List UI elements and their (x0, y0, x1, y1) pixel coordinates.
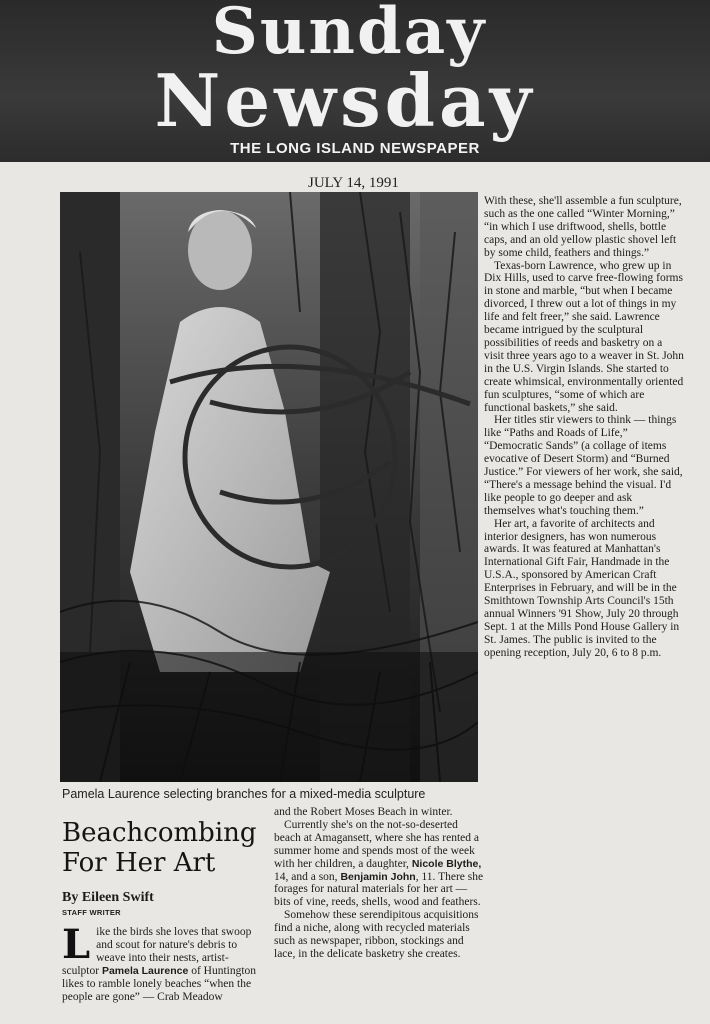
article-column-middle (274, 806, 486, 961)
masthead-title-sunday: Sunday (211, 0, 487, 69)
paragraph-text: 14, and a son, (274, 870, 341, 883)
article-column-right (484, 195, 684, 660)
byline: By Eileen Swift (62, 890, 154, 905)
paragraph-text: , 11. There she forages for natural materials for her art — bits of vine, reeds, shells, wood and feathers. (274, 870, 484, 909)
paragraph (274, 819, 486, 909)
paragraph: and the Robert Moses Beach in winter. (274, 806, 453, 818)
masthead (0, 0, 710, 162)
person-name: Pamela Laurence (101, 964, 189, 977)
publication-date: JULY 14, 1991 (308, 175, 399, 191)
masthead-title-newsday: Newsday (154, 58, 536, 143)
drop-cap: L (62, 921, 91, 968)
photo-caption: Pamela Laurence selecting branches for a mixed-media sculpture (62, 787, 426, 801)
article-headline: Beachcombing For Her Art (62, 818, 257, 878)
paragraph: Her titles stir viewers to think — things like “Paths and Roads of Life,” “Democratic Sands” (a collage of items evocative of Desert Storm) and “Burned Justice.” For viewers of her work, she said, “There's a message behind the visual. I'd like people to go deeper and ask themselves what's touching them.” (484, 414, 683, 517)
paragraph: Somehow these serendipitous acquisitions find a niche, along with recycled materials such as newspaper, ribbon, stockings and lace, in the delicate basketry she creates. (274, 909, 479, 960)
photo-illustration (60, 192, 478, 782)
paragraph: Her art, a favorite of architects and interior designers, has won numerous awards. It was featured at Manhattan's International Gift Fair, Handmade in the U.S.A., sponsored by American Craft Enterprises in February, and will be in the Smithtown Township Arts Council's 15th annual Winners '91 Show, July 20 through Sept. 1 at the Mills Pond House Gallery in St. James. The public is invited to the opening reception, July 20, 6 to 8 p.m. (484, 517, 680, 659)
staff-writer-label: STAFF WRITER (62, 908, 121, 917)
paragraph-text: of Huntington likes to ramble lonely beaches “when the people are gone” — Crab Meadow (62, 964, 257, 1003)
article-photo (60, 192, 478, 782)
article-column-left (62, 921, 262, 1003)
person-name: Nicole Blythe, (411, 857, 482, 870)
paragraph: With these, she'll assemble a fun sculpture, such as the one called “Winter Morning,” “in which I use driftwood, shells, bottle caps, and an old yellow plastic shovel left by some child, feathers and things.” (484, 195, 682, 259)
paragraph: Texas-born Lawrence, who grew up in Dix Hills, used to carve free-flowing forms in stone and marble, “but when I became divorced, I threw out a lot of things in my life and felt freer,” she said. Lawrence became intrigued by the sculptural possibilities of reeds and basketry on a visit three years ago to a weaver in St. John in the U.S. Virgin Islands. She started to create whimsical, environmentally oriented fun sculptures, “some of which are functional baskets,” she said. (484, 259, 684, 414)
paragraph-text: ike the birds she loves that swoop and scout for nature's debris to weave into their nests, artist-sculptor (62, 926, 252, 977)
person-name: Benjamin John (340, 870, 416, 883)
paragraph-text: Currently she's on the not-so-deserted beach at Amagansett, where she has rented a summer home and spends most of the week with her children, a daughter, (274, 818, 479, 870)
masthead-tagline: THE LONG ISLAND NEWSPAPER (230, 140, 480, 157)
